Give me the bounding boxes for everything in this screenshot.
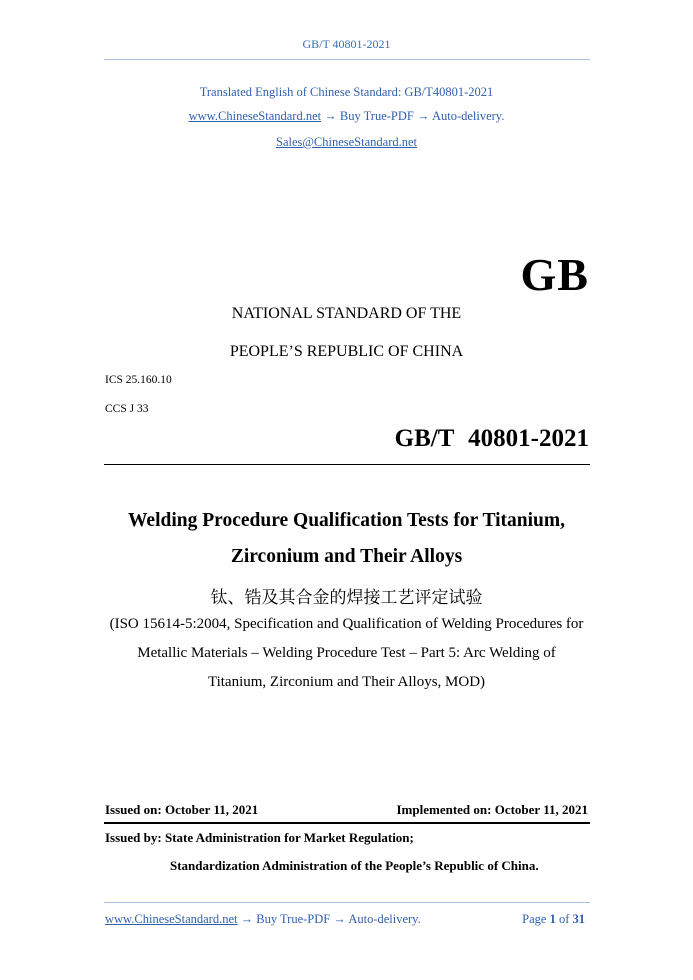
standard-number-divider: [104, 464, 590, 465]
national-standard-line1: NATIONAL STANDARD OF THE: [231, 305, 462, 322]
issued-on-date: Issued on: October 11, 2021: [105, 802, 259, 817]
implemented-on-date: Implemented on: October 11, 2021: [396, 802, 588, 817]
iso-reference-line2: Metallic Materials – Welding Procedure Test – Part 5: Arc Welding of: [137, 645, 556, 661]
document-title-line2: Zirconium and Their Alloys: [230, 546, 463, 567]
sales-email-link[interactable]: Sales@ChineseStandard.net: [276, 135, 417, 149]
dates-divider: [104, 822, 590, 824]
page-current: 1: [549, 912, 556, 926]
page-total: 31: [572, 912, 585, 926]
footer-divider: [104, 902, 590, 903]
running-header: GB/T 40801-2021: [302, 37, 391, 51]
arrow-right-icon: →: [417, 109, 430, 123]
gb-logo: GB: [520, 249, 589, 300]
footer-delivery-text: Auto-delivery.: [348, 912, 421, 926]
page-label: Page: [522, 912, 547, 926]
page-of-label: of: [558, 912, 570, 926]
issued-by-line1: Issued by: State Administration for Market Regulation;: [105, 830, 414, 845]
footer-purchase-line: [105, 912, 421, 927]
arrow-right-icon: →: [333, 912, 346, 926]
translation-notice: Translated English of Chinese Standard: GB/T40801-2021: [199, 85, 494, 99]
sales-email-line: [0, 135, 693, 150]
auto-delivery-text: Auto-delivery.: [431, 109, 505, 123]
iso-reference-line1: (ISO 15614-5:2004, Specification and Qualification of Welding Procedures for: [109, 616, 584, 632]
chinese-standard-link[interactable]: www.ChineseStandard.net: [188, 109, 322, 123]
page-indicator: [522, 912, 585, 927]
ics-code: ICS 25.160.10: [105, 374, 172, 386]
footer-site-link[interactable]: www.ChineseStandard.net: [105, 912, 238, 926]
purchase-line: [0, 109, 693, 124]
dates-row: [105, 802, 588, 818]
arrow-right-icon: →: [240, 912, 254, 926]
arrow-right-icon: →: [324, 109, 337, 123]
header-divider: [104, 59, 590, 60]
issued-by-line2: Standardization Administration of the People’s Republic of China.: [170, 858, 539, 873]
document-title-line1: Welding Procedure Qualification Tests for Titanium,: [128, 510, 565, 531]
standard-number: GB/T 40801-2021: [394, 425, 589, 452]
national-standard-line2: PEOPLE’S REPUBLIC OF CHINA: [229, 343, 464, 360]
footer-buy-text: Buy True-PDF: [256, 912, 331, 926]
ccs-code: CCS J 33: [105, 403, 149, 415]
buy-true-pdf-text: Buy True-PDF: [339, 109, 414, 123]
document-title-chinese: 钛、锆及其合金的焊接工艺评定试验: [210, 588, 483, 608]
iso-reference-line3: Titanium, Zirconium and Their Alloys, MOD): [207, 674, 486, 690]
